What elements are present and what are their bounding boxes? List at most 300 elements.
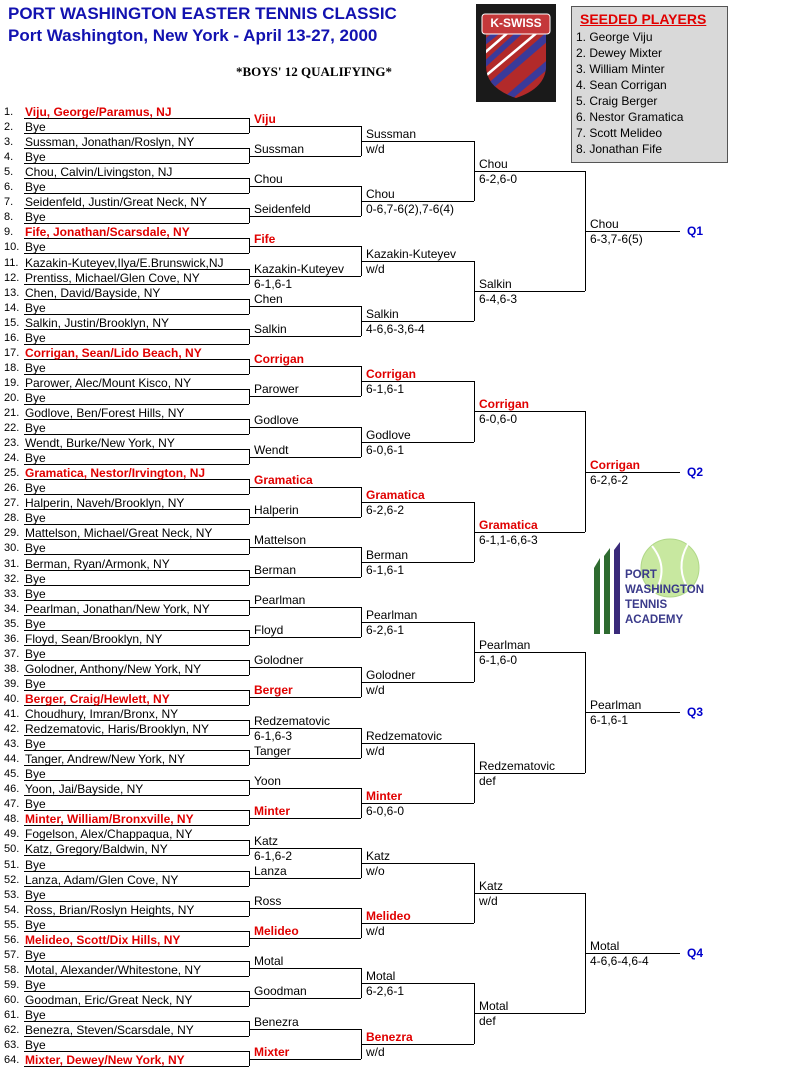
draw-entry: Wendt, Burke/New York, NY: [25, 436, 175, 451]
round-line: [249, 487, 361, 488]
round-winner: Kazakin-Kuteyev: [366, 246, 457, 261]
match-score: w/d: [366, 1044, 385, 1059]
round-winner: Corrigan: [254, 352, 305, 367]
match-score: 4-6,6-4,6-4: [590, 954, 649, 969]
draw-position: 17.: [4, 346, 20, 359]
qualifier-label: Q2: [687, 464, 704, 479]
draw-entry: Bye: [25, 360, 46, 375]
round-winner: Gramatica: [366, 487, 425, 502]
draw-position: 2.: [4, 121, 14, 134]
draw-entry: Bye: [25, 511, 46, 526]
match-score: 6-2,6-1: [366, 623, 405, 638]
draw-entry: Bye: [25, 150, 46, 165]
round-winner: Godlove: [254, 412, 299, 427]
match-score: 6-0,6-0: [366, 803, 405, 818]
draw-line: [24, 223, 249, 224]
draw-position: 4.: [4, 151, 14, 164]
draw-position: 38.: [4, 662, 20, 675]
match-score: 6-2,6-1: [366, 984, 405, 999]
draw-entry: Bye: [25, 767, 46, 782]
round-winner: Redzematovic: [254, 713, 331, 728]
round-line: [249, 577, 361, 578]
match-score: w/d: [366, 924, 385, 939]
seeded-player: 8. Jonathan Fife: [576, 142, 663, 156]
draw-line: [24, 1021, 249, 1022]
round-winner: Salkin: [366, 307, 399, 322]
draw-entry: Bye: [25, 481, 46, 496]
draw-line: [24, 253, 249, 254]
draw-entry: Bye: [25, 1008, 46, 1022]
draw-position: 33.: [4, 587, 20, 600]
draw-line: [24, 660, 249, 661]
round-winner: Berman: [366, 547, 409, 562]
round-winner: Corrigan: [366, 367, 417, 382]
draw-position: 30.: [4, 542, 20, 555]
round-winner: Chou: [366, 186, 395, 201]
draw-entry: Bye: [25, 977, 46, 992]
draw-entry: Bye: [25, 541, 46, 556]
round-winner: Redzematovic: [479, 758, 556, 773]
round-winner: Motal: [479, 999, 509, 1014]
draw-position: 16.: [4, 331, 20, 344]
round-winner: Motal: [254, 954, 284, 969]
seeded-player: 6. Nestor Gramatica: [576, 110, 684, 124]
draw-position: 8.: [4, 211, 14, 224]
round-winner: Berger: [254, 683, 293, 698]
round-line: [249, 637, 361, 638]
draw-entry: Floyd, Sean/Brooklyn, NY: [25, 631, 163, 646]
round-winner: Mixter: [254, 1044, 290, 1059]
round-line: [249, 968, 361, 969]
round-line: [249, 1059, 361, 1060]
round-line: [249, 366, 361, 367]
round-winner: Tanger: [254, 743, 291, 758]
draw-position: 32.: [4, 572, 20, 585]
round-winner: Minter: [366, 788, 402, 803]
round-winner: Lanza: [254, 864, 287, 879]
draw-line: [24, 314, 249, 315]
round-winner: Katz: [479, 879, 504, 894]
academy-logo-text: [625, 568, 704, 628]
seeded-entry: Minter, William/Bronxville, NY: [25, 812, 194, 827]
draw-position: 23.: [4, 437, 20, 450]
draw-subtitle: *BOYS' 12 QUALIFYING*: [236, 64, 393, 79]
academy-logo: [592, 538, 722, 640]
draw-position: 24.: [4, 452, 20, 465]
match-score: 0-6,7-6(2),7-6(4): [366, 201, 455, 216]
round-line: [249, 186, 361, 187]
draw-entry: Benezra, Steven/Scarsdale, NY: [25, 1023, 194, 1038]
draw-entry: Goodman, Eric/Great Neck, NY: [25, 992, 193, 1007]
round-line: [249, 1029, 361, 1030]
draw-position: 3.: [4, 136, 14, 149]
round-winner: Pearlman: [590, 698, 642, 713]
draw-position: 39.: [4, 677, 20, 690]
draw-line: [24, 690, 249, 691]
round-winner: Gramatica: [479, 517, 538, 532]
draw-line: [24, 901, 249, 902]
match-score: 6-1,6-0: [479, 653, 518, 668]
draw-position: 56.: [4, 933, 20, 946]
round-winner: Mattelson: [254, 532, 307, 547]
round-winner: Chou: [254, 171, 283, 186]
round-winner: Yoon: [254, 773, 281, 788]
draw-position: 21.: [4, 407, 20, 419]
draw-entry: Sussman, Jonathan/Roslyn, NY: [25, 135, 195, 150]
draw-line: [24, 931, 249, 932]
seeded-player: 2. Dewey Mixter: [576, 46, 663, 60]
round-winner: Salkin: [479, 277, 512, 292]
seeded-player: 1. George Viju: [576, 30, 653, 44]
draw-entry: Halperin, Naveh/Brooklyn, NY: [25, 496, 185, 511]
round-winner: Berman: [254, 563, 297, 578]
draw-position: 45.: [4, 768, 20, 781]
draw-line: [24, 464, 249, 465]
kswiss-logo: [476, 4, 556, 102]
round-winner: Katz: [254, 833, 279, 848]
draw-entry: Bye: [25, 616, 46, 631]
match-score: 6-1,6-2: [254, 848, 293, 863]
round-line: [249, 517, 361, 518]
draw-position: 57.: [4, 948, 20, 961]
draw-position: 59.: [4, 978, 20, 991]
round-winner: Chou: [479, 156, 508, 171]
draw-line: [24, 374, 249, 375]
seeded-entry: Melideo, Scott/Dix Hills, NY: [25, 932, 181, 947]
round-winner: Chou: [590, 216, 619, 231]
draw-line: [24, 133, 249, 134]
round-line: [249, 908, 361, 909]
draw-position: 20.: [4, 391, 20, 404]
round-winner: Motal: [366, 969, 396, 984]
round-winner: Benezra: [366, 1029, 413, 1044]
round-line: [249, 216, 361, 217]
draw-position: 28.: [4, 512, 20, 525]
seeded-players-box: [571, 6, 728, 163]
draw-entry: Ross, Brian/Roslyn Heights, NY: [25, 902, 195, 917]
draw-position: 52.: [4, 873, 20, 886]
round-winner: Melideo: [254, 924, 299, 939]
draw-line: [24, 961, 249, 962]
round-winner: Pearlman: [479, 638, 531, 653]
draw-position: 1.: [4, 106, 14, 118]
draw-position: 29.: [4, 527, 20, 540]
draw-line: [24, 344, 249, 345]
draw-position: 19.: [4, 376, 20, 389]
round-line: [249, 667, 361, 668]
draw-entry: Bye: [25, 120, 46, 135]
academy-line-3: TENNIS: [625, 599, 668, 611]
round-line: [249, 607, 361, 608]
match-score: 6-1,6-1: [366, 562, 405, 577]
draw-position: 63.: [4, 1039, 20, 1052]
round-line: [249, 427, 361, 428]
round-winner: Ross: [254, 894, 282, 909]
draw-entry: Tanger, Andrew/New York, NY: [25, 752, 186, 767]
academy-line-2: WASHINGTON: [625, 584, 705, 596]
match-score: w/d: [366, 261, 385, 276]
round-winner: Godlove: [366, 427, 411, 442]
round-winner: Corrigan: [590, 457, 641, 472]
draw-entry: Bye: [25, 451, 46, 466]
round-winner: Chen: [254, 292, 283, 307]
draw-position: 61.: [4, 1009, 20, 1021]
seeded-player: 5. Craig Berger: [576, 94, 658, 108]
seeded-entry: Viju, George/Paramus, NJ: [25, 105, 172, 119]
draw-line: [24, 630, 249, 631]
draw-position: 11.: [4, 256, 19, 269]
draw-entry: Parower, Alec/Mount Kisco, NY: [25, 375, 192, 390]
draw-position: 35.: [4, 617, 20, 630]
round-winner: Golodner: [366, 668, 416, 683]
draw-entry: Fogelson, Alex/Chappaqua, NY: [25, 827, 193, 842]
draw-entry: Bye: [25, 240, 46, 255]
draw-position: 49.: [4, 828, 20, 841]
draw-position: 64.: [4, 1054, 20, 1067]
draw-entry: Salkin, Justin/Brooklyn, NY: [25, 315, 170, 330]
round-winner: Melideo: [366, 909, 411, 924]
draw-line: [24, 810, 249, 811]
round-line: [249, 818, 361, 819]
round-winner: Sussman: [254, 141, 305, 156]
round-winner: Floyd: [254, 623, 284, 638]
draw-position: 43.: [4, 738, 20, 751]
match-score: def: [479, 1014, 496, 1029]
seeded-entry: Corrigan, Sean/Lido Beach, NY: [25, 345, 202, 360]
draw-line: [24, 494, 249, 495]
draw-entry: Bye: [25, 1038, 46, 1053]
seeded-player: 7. Scott Melideo: [576, 126, 663, 140]
draw-position: 62.: [4, 1024, 20, 1037]
match-score: 6-1,6-1: [590, 713, 629, 728]
round-winner: Benezra: [254, 1014, 299, 1029]
draw-position: 22.: [4, 422, 20, 435]
draw-line: [24, 434, 249, 435]
draw-position: 36.: [4, 632, 20, 645]
draw-entry: Kazakin-Kuteyev,Ilya/E.Brunswick,NJ: [25, 255, 224, 270]
round-line: [249, 938, 361, 939]
match-score: w/d: [366, 683, 385, 698]
round-winner: Corrigan: [479, 397, 530, 412]
draw-line: [24, 193, 249, 194]
round-winner: Goodman: [254, 984, 307, 999]
draw-entry: Berman, Ryan/Armonk, NY: [25, 556, 170, 571]
round-winner: Kazakin-Kuteyev: [254, 262, 345, 277]
seeded-entry: Mixter, Dewey/New York, NY: [25, 1053, 185, 1068]
draw-position: 60.: [4, 993, 20, 1006]
draw-position: 9.: [4, 226, 14, 239]
round-winner: Seidenfeld: [254, 201, 311, 216]
match-score: 6-4,6-3: [479, 292, 518, 307]
draw-line: [24, 554, 249, 555]
draw-entry: Bye: [25, 797, 46, 812]
draw-entry: Katz, Gregory/Baldwin, NY: [25, 842, 168, 857]
draw-entry: Yoon, Jai/Bayside, NY: [25, 782, 144, 797]
draw-position: 13.: [4, 286, 20, 299]
round-line: [249, 126, 361, 127]
draw-entry: Bye: [25, 300, 46, 315]
draw-position: 54.: [4, 903, 20, 916]
seeded-entry: Fife, Jonathan/Scarsdale, NY: [25, 225, 190, 240]
round-winner: Golodner: [254, 653, 304, 668]
draw-position: 18.: [4, 361, 20, 374]
draw-entry: Bye: [25, 571, 46, 586]
draw-position: 12.: [4, 271, 20, 284]
match-score: 6-1,6-1: [366, 382, 405, 397]
draw-entry: Choudhury, Imran/Bronx, NY: [25, 707, 179, 721]
draw-position: 55.: [4, 918, 20, 931]
match-score: 6-2,6-2: [366, 502, 405, 517]
draw-line: [24, 1051, 249, 1052]
match-score: w/d: [479, 894, 498, 909]
round-winner: Redzematovic: [366, 728, 443, 743]
round-winner: Halperin: [254, 502, 299, 517]
draw-position: 47.: [4, 798, 20, 811]
round-winner: Katz: [366, 848, 391, 863]
round-winner: Sussman: [366, 126, 417, 141]
round-line: [249, 306, 361, 307]
draw-position: 37.: [4, 647, 20, 660]
draw-line: [24, 600, 249, 601]
round-winner: Wendt: [254, 442, 289, 457]
draw-entry: Motal, Alexander/Whitestone, NY: [25, 962, 202, 977]
seeded-player: 4. Sean Corrigan: [576, 78, 667, 92]
match-score: 6-1,6-1: [254, 277, 293, 292]
seeded-entry: Berger, Craig/Hewlett, NY: [25, 691, 170, 706]
draw-entry: Bye: [25, 180, 46, 195]
match-score: 6-0,6-0: [479, 412, 518, 427]
draw-position: 25.: [4, 467, 20, 480]
draw-position: 44.: [4, 753, 20, 766]
draw-entry: Golodner, Anthony/New York, NY: [25, 661, 202, 676]
draw-entry: Godlove, Ben/Forest Hills, NY: [25, 406, 185, 420]
draw-position: 48.: [4, 813, 20, 826]
tournament-title: PORT WASHINGTON EASTER TENNIS CLASSIC: [8, 4, 397, 23]
draw-entry: Bye: [25, 421, 46, 436]
draw-position: 46.: [4, 783, 20, 796]
round-line: [249, 156, 361, 157]
round-winner: Gramatica: [254, 472, 313, 487]
draw-position: 6.: [4, 181, 14, 194]
draw-entry: Bye: [25, 917, 46, 932]
draw-position: 34.: [4, 602, 20, 615]
match-score: 6-3,7-6(5): [590, 231, 643, 246]
qualifier-label: Q1: [687, 223, 704, 238]
round-winner: Motal: [590, 939, 620, 954]
draw-position: 26.: [4, 482, 20, 495]
seeded-player: 3. William Minter: [576, 62, 665, 76]
round-line: [249, 878, 361, 879]
draw-line: [24, 524, 249, 525]
draw-position: 14.: [4, 301, 20, 314]
match-score: 6-2,6-2: [590, 472, 629, 487]
round-line: [249, 758, 361, 759]
draw-line: [24, 991, 249, 992]
match-score: 6-1,1-6,6-3: [479, 532, 538, 547]
round-line: [249, 396, 361, 397]
round-winner: Fife: [254, 231, 276, 246]
draw-line: [24, 750, 249, 751]
round-line: [249, 998, 361, 999]
draw-entry: Redzematovic, Haris/Brooklyn, NY: [25, 722, 210, 737]
match-score: 6-2,6-0: [479, 171, 518, 186]
draw-entry: Bye: [25, 390, 46, 405]
match-score: def: [479, 773, 496, 788]
draw-position: 41.: [4, 708, 20, 720]
academy-line-4: ACADEMY: [625, 614, 684, 626]
draw-entry: Bye: [25, 857, 46, 872]
match-score: w/o: [366, 863, 385, 878]
qualifier-label: Q4: [687, 946, 704, 961]
draw-line: [24, 780, 249, 781]
draw-position: 15.: [4, 316, 20, 329]
draw-entry: Bye: [25, 646, 46, 661]
match-score: w/d: [366, 743, 385, 758]
seeded-entry: Gramatica, Nestor/Irvington, NJ: [25, 466, 206, 481]
draw-entry: Bye: [25, 947, 46, 962]
tournament-location-dates: Port Washington, New York - April 13-27, 2000: [8, 26, 378, 45]
draw-position: 10.: [4, 241, 20, 254]
match-score: 6-1,6-3: [254, 728, 293, 743]
draw-position: 51.: [4, 858, 20, 871]
draw-position: 27.: [4, 497, 20, 510]
draw-line: [24, 163, 249, 164]
draw-position: 53.: [4, 888, 20, 901]
draw-position: 5.: [4, 166, 14, 179]
draw-entry: Mattelson, Michael/Great Neck, NY: [25, 526, 213, 541]
draw-entry: Bye: [25, 586, 46, 601]
draw-entry: Bye: [25, 210, 46, 225]
draw-position: 58.: [4, 963, 20, 976]
round-winner: Parower: [254, 382, 299, 397]
draw-position: 7.: [4, 196, 14, 209]
kswiss-logo-text: K-SWISS: [490, 16, 542, 30]
draw-position: 40.: [4, 692, 20, 705]
match-score: 6-0,6-1: [366, 442, 405, 457]
draw-entry: Seidenfeld, Justin/Great Neck, NY: [25, 195, 208, 210]
round-winner: Salkin: [254, 322, 287, 337]
draw-entry: Chou, Calvin/Livingston, NJ: [25, 165, 173, 180]
draw-position: 42.: [4, 723, 20, 736]
round-winner: Pearlman: [254, 593, 306, 608]
draw-entry: Prentiss, Michael/Glen Cove, NY: [25, 270, 200, 285]
match-score: w/d: [366, 141, 385, 156]
round-line: [249, 697, 361, 698]
draw-line: [24, 871, 249, 872]
round-winner: Minter: [254, 803, 290, 818]
draw-entry: Pearlman, Jonathan/New York, NY: [25, 601, 210, 616]
draw-entry: Chen, David/Bayside, NY: [25, 285, 161, 300]
round-winner: Viju: [254, 111, 276, 126]
draw-line: [24, 585, 249, 586]
round-winner: Pearlman: [366, 608, 418, 623]
draw-position: 50.: [4, 843, 20, 856]
round-line: [249, 788, 361, 789]
draw-line: [24, 404, 249, 405]
draw-entry: Bye: [25, 737, 46, 752]
draw-entry: Lanza, Adam/Glen Cove, NY: [25, 872, 179, 887]
draw-position: 31.: [4, 557, 20, 570]
match-score: 4-6,6-3,6-4: [366, 322, 425, 337]
academy-line-1: PORT: [625, 569, 657, 581]
seeded-players-title: SEEDED PLAYERS: [580, 11, 707, 27]
round-line: [249, 547, 361, 548]
draw-entry: Bye: [25, 676, 46, 691]
draw-entry: Bye: [25, 330, 46, 345]
qualifier-label: Q3: [687, 705, 704, 720]
round-line: [249, 457, 361, 458]
draw-entry: Bye: [25, 887, 46, 902]
